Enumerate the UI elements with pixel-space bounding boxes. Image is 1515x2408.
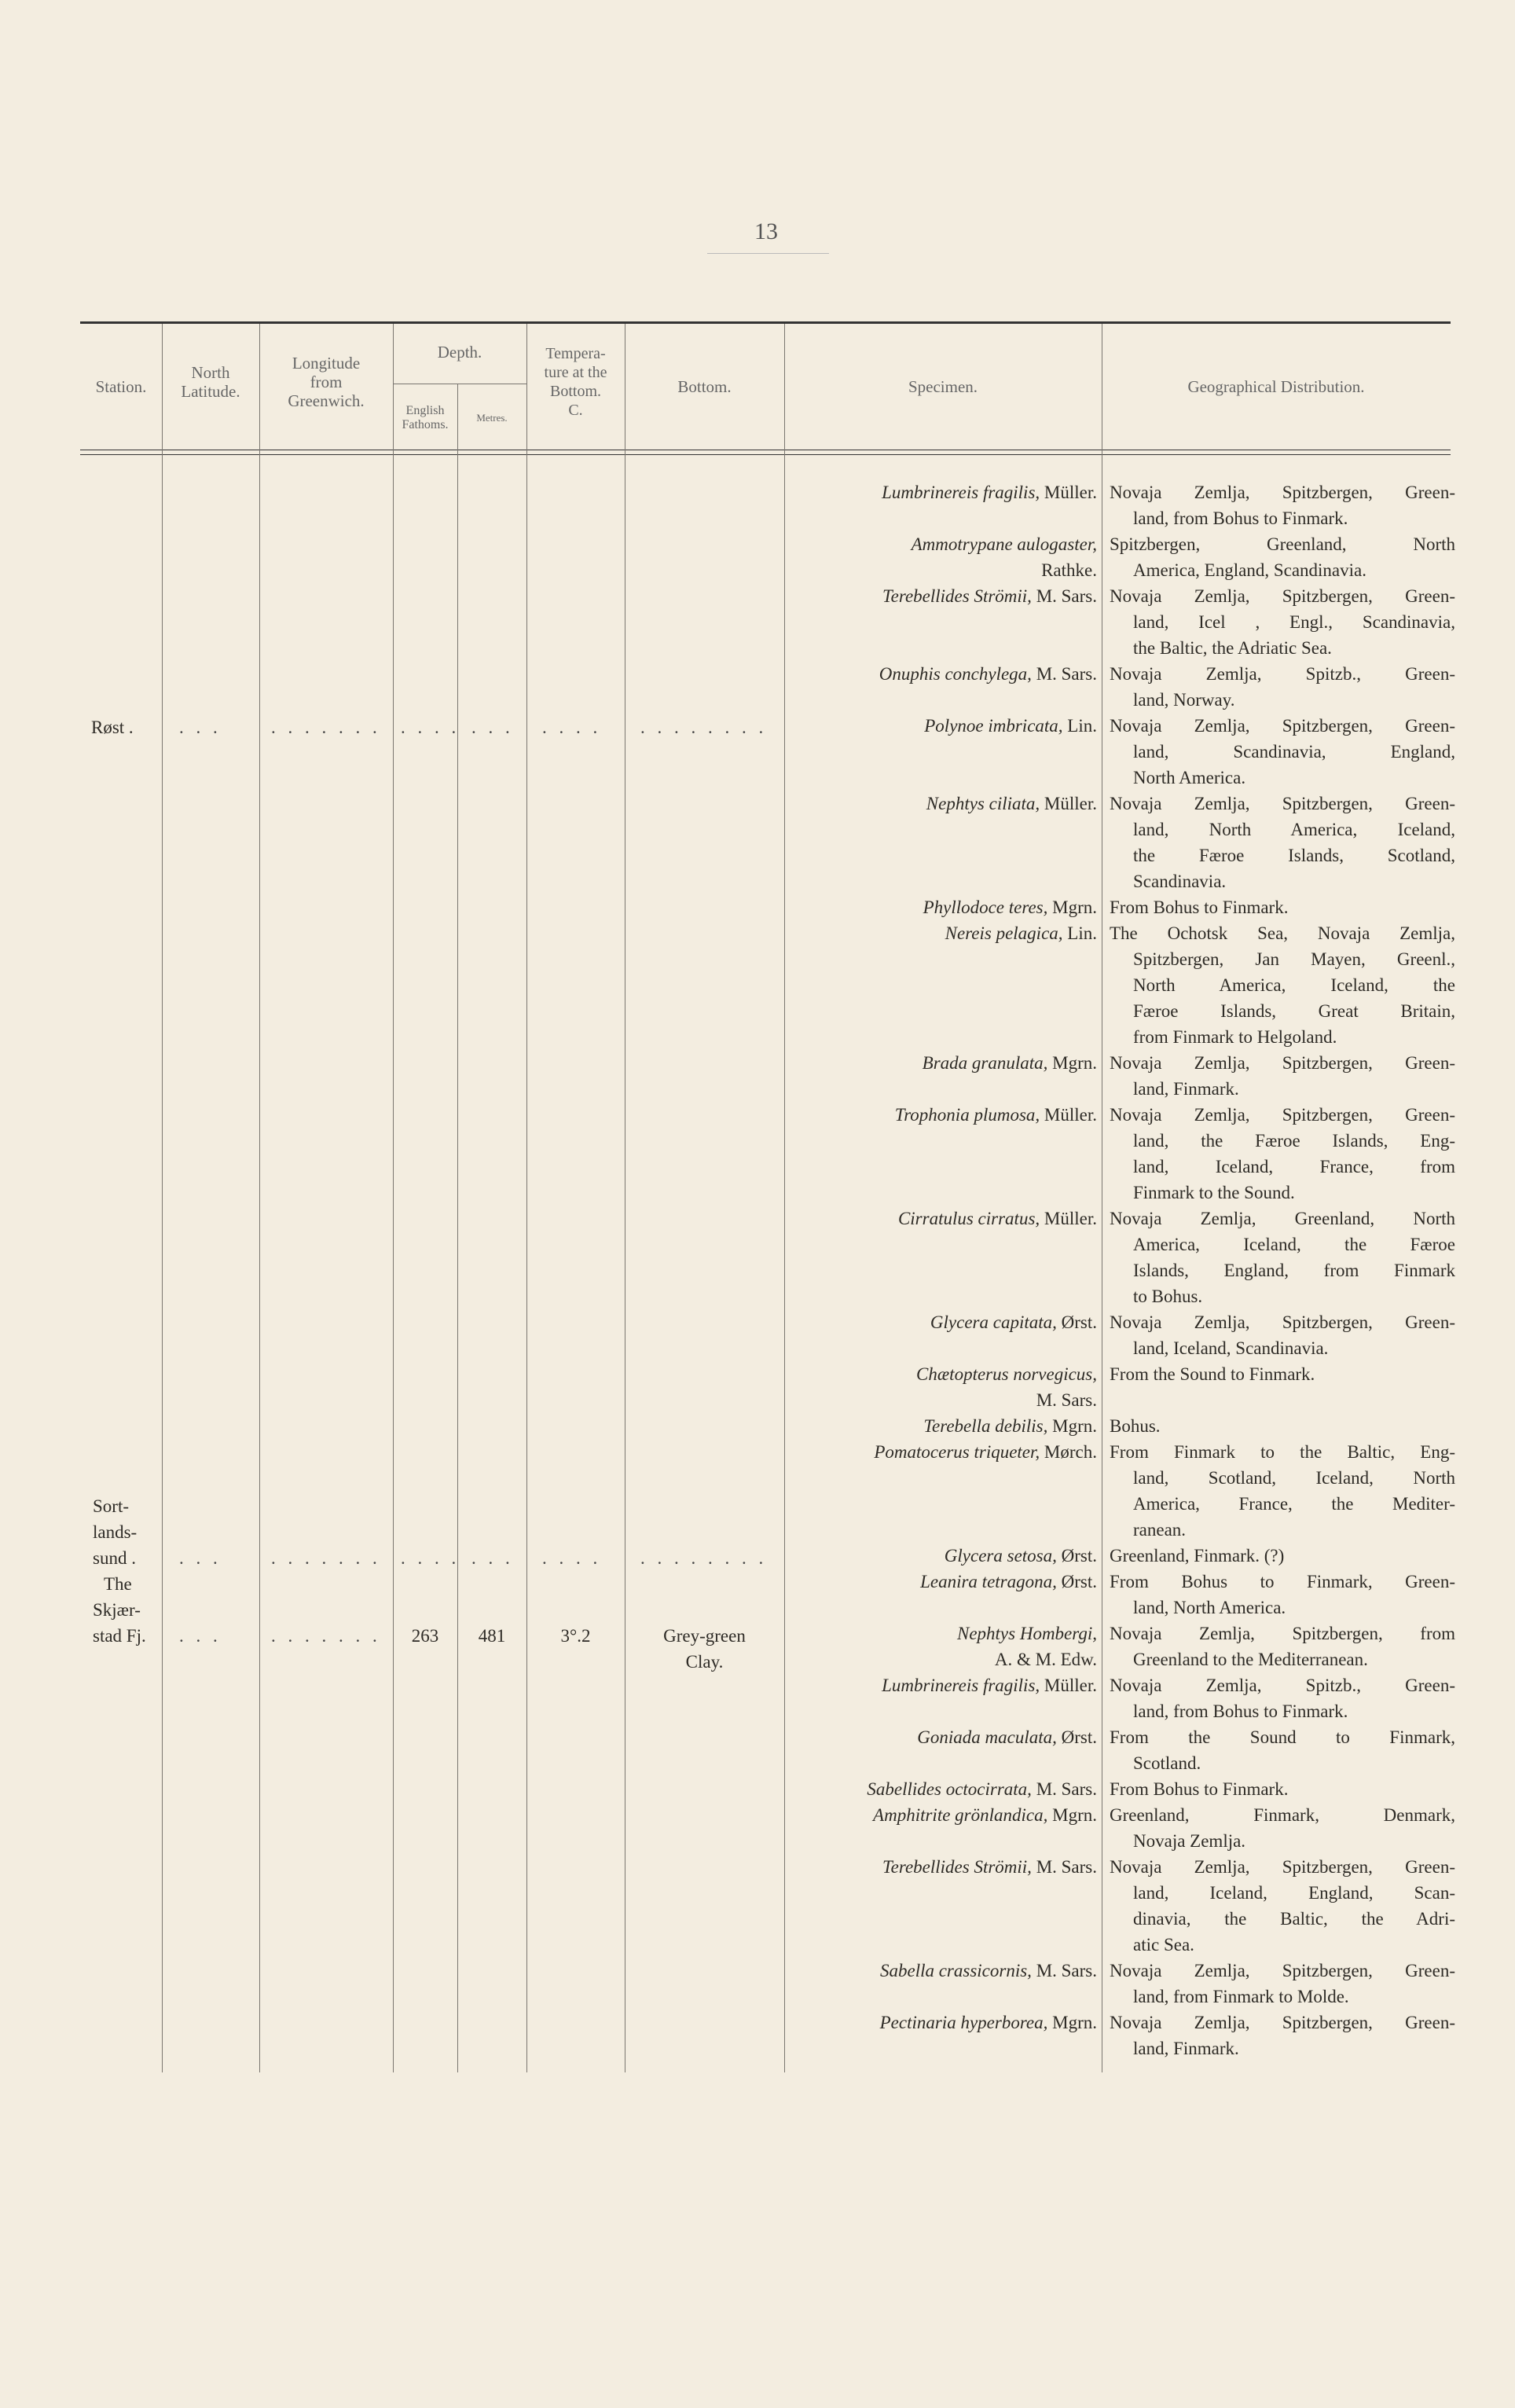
species-row [784, 1958, 1102, 1984]
distribution-line: land, Norway. [1133, 690, 1235, 710]
species-row [784, 1828, 1102, 1854]
distribution-line: Novaja Zemlja, Spitzb., Green- [1110, 1676, 1455, 1695]
geographical-distribution-column [1110, 479, 1455, 2061]
dot-leader: . . . . [542, 718, 602, 737]
species-row [784, 1361, 1102, 1387]
dot-leader: . . . [471, 1548, 514, 1568]
distribution-line: land, the Færoe Islands, Eng- [1133, 1131, 1455, 1151]
distribution-line: From Bohus to Finmark. [1110, 897, 1289, 917]
distribution-line: Novaja Zemlja, Spitzbergen, Green- [1110, 1857, 1455, 1877]
page-number: 13 [754, 218, 778, 244]
header-temperature [526, 344, 625, 420]
header-latitude [162, 363, 259, 401]
dot-leader: . . . [471, 718, 514, 737]
dot-leader: . . . [179, 718, 222, 737]
table-top-rule [80, 321, 1451, 324]
species-name: Chætopterus norvegicus, [916, 1364, 1097, 1384]
col-divider [526, 324, 527, 2072]
distribution-line: land, from Finmark to Molde. [1133, 1987, 1349, 2006]
distribution-line: Bohus. [1110, 1416, 1161, 1436]
species-name: Polynoe imbricata, [924, 716, 1063, 736]
species-name: Cirratulus cirratus, [897, 1209, 1040, 1228]
distribution-line: Novaja Zemlja, Spitzbergen, Green- [1110, 1961, 1455, 1980]
species-row [784, 1257, 1102, 1283]
header-temperature-line: Tempera- [545, 345, 606, 362]
distribution-line: land, Iceland, England, Scan- [1133, 1883, 1455, 1903]
header-depth: Depth. [437, 343, 482, 362]
distribution-line: Spitzbergen, Greenland, North [1110, 534, 1455, 554]
species-row [784, 1621, 1102, 1646]
species-row [784, 635, 1102, 661]
header-metres: Metres. [476, 412, 508, 424]
species-row [784, 1206, 1102, 1232]
distribution-line: From Bohus to Finmark. [1110, 1779, 1289, 1799]
header-temperature-line: Bottom. [549, 383, 601, 400]
distribution-line: land, Finmark. [1133, 2039, 1239, 2058]
distribution-line: Novaja Zemlja, Spitzbergen, Green- [1110, 794, 1455, 813]
species-author: Müller. [1040, 1209, 1097, 1228]
species-row [784, 1128, 1102, 1154]
species-row [784, 1335, 1102, 1361]
distribution-line: Greenland, Finmark, Denmark, [1110, 1805, 1455, 1825]
species-author: Mgrn. [1047, 1805, 1097, 1825]
species-row [784, 1595, 1102, 1621]
species-row [784, 609, 1102, 635]
species-name: Brada granulata, [922, 1053, 1048, 1073]
bottom-value-line: Clay. [685, 1652, 724, 1672]
species-name: Amphitrite grönlandica, [873, 1805, 1048, 1825]
species-author: Mgrn. [1047, 1053, 1097, 1073]
depth-fathoms-value: 263 [411, 1626, 439, 1646]
distribution-line: Novaja Zemlja, Spitzbergen, Green- [1110, 2013, 1455, 2032]
distribution-line: to Bohus. [1133, 1287, 1203, 1306]
station-line: stad Fj. [93, 1626, 146, 1646]
header-temperature-line: C. [568, 402, 583, 419]
distribution-line: land, Scotland, Iceland, North [1133, 1468, 1455, 1488]
species-name: Lumbrinereis fragilis, [882, 1676, 1040, 1695]
species-row [784, 1672, 1102, 1698]
species-author: Ørst. [1056, 1727, 1097, 1747]
species-row [784, 661, 1102, 687]
species-row [784, 920, 1102, 946]
species-row [784, 791, 1102, 817]
header-longitude-line: Greenwich. [288, 391, 365, 410]
species-row [784, 1517, 1102, 1543]
species-author: M. Sars. [1031, 1961, 1097, 1980]
species-author: M. Sars. [1036, 1390, 1097, 1410]
distribution-line: America, England, Scandinavia. [1133, 560, 1366, 580]
species-author: M. Sars. [1031, 1779, 1097, 1799]
station-line: lands- [93, 1522, 138, 1542]
col-divider [259, 324, 260, 2072]
species-row [784, 1724, 1102, 1750]
species-row [784, 1698, 1102, 1724]
distribution-line: From the Sound to Finmark. [1110, 1364, 1315, 1384]
species-author: Mørch. [1040, 1442, 1097, 1462]
distribution-line: Novaja Zemlja. [1133, 1831, 1246, 1851]
station-sortlandssund [93, 1493, 146, 1649]
col-divider [393, 324, 394, 2072]
species-row [784, 1154, 1102, 1180]
species-name: Onuphis conchylega, [879, 664, 1032, 684]
species-row [784, 687, 1102, 713]
dot-leader: . . . . [401, 1548, 460, 1568]
species-row [784, 946, 1102, 972]
distribution-line: Scotland. [1133, 1753, 1201, 1773]
species-name: Glycera capitata, [930, 1312, 1057, 1332]
station-rost: Røst . [91, 718, 134, 737]
species-row [784, 2035, 1102, 2061]
species-author: M. Sars. [1031, 1857, 1097, 1877]
species-row [784, 1283, 1102, 1309]
distribution-line: land, Iceland, France, from [1133, 1157, 1455, 1176]
header-fathoms-line: Fathoms. [402, 418, 449, 431]
distribution-line: atic Sea. [1133, 1935, 1194, 1955]
distribution-line: America, France, the Mediter- [1133, 1494, 1455, 1514]
dot-leader: . . . . . . . [271, 1626, 381, 1646]
species-row [784, 1180, 1102, 1206]
dot-leader: . . . . . . . . [640, 1548, 768, 1568]
species-row [784, 894, 1102, 920]
header-geographical-distribution: Geographical Distribution. [1187, 377, 1365, 396]
species-row [784, 1854, 1102, 1880]
distribution-line: From the Sound to Finmark, [1110, 1727, 1455, 1747]
species-row [784, 583, 1102, 609]
distribution-line: Novaja Zemlja, Spitzb., Green- [1110, 664, 1455, 684]
header-latitude-line: North [191, 363, 230, 382]
dot-leader: . . . . [542, 1548, 602, 1568]
species-author: Müller. [1040, 794, 1097, 813]
dot-leader: . . . . . . . . [640, 718, 768, 737]
species-row [784, 1491, 1102, 1517]
dot-leader: . . . . . . . [271, 718, 381, 737]
species-row [784, 479, 1102, 505]
station-line: sund . [93, 1548, 136, 1568]
species-row [784, 1569, 1102, 1595]
station-line: Skjær- [93, 1600, 141, 1620]
species-row [784, 1413, 1102, 1439]
col-divider [162, 324, 163, 2072]
species-row [784, 1906, 1102, 1932]
species-row [784, 557, 1102, 583]
species-name: Glycera setosa, [944, 1546, 1057, 1566]
header-latitude-line: Latitude. [181, 382, 240, 401]
species-name: Pomatocerus triqueter, [874, 1442, 1040, 1462]
distribution-line: Novaja Zemlja, Spitzbergen, Green- [1110, 716, 1455, 736]
distribution-line: land, Iceland, Scandinavia. [1133, 1338, 1329, 1358]
species-name: Sabella crassicornis, [879, 1961, 1032, 1980]
species-row [784, 1232, 1102, 1257]
species-row [784, 1465, 1102, 1491]
species-row [784, 1984, 1102, 2010]
distribution-line: Novaja Zemlja, Spitzbergen, Green- [1110, 483, 1455, 502]
distribution-line: From Bohus to Finmark, Green- [1110, 1572, 1455, 1591]
species-row [784, 1646, 1102, 1672]
species-row [784, 713, 1102, 739]
distribution-line: Novaja Zemlja, Greenland, North [1110, 1209, 1455, 1228]
species-row [784, 739, 1102, 765]
species-row [784, 1076, 1102, 1102]
distribution-line: Novaja Zemlja, Spitzbergen, from [1110, 1624, 1455, 1643]
distribution-line: Finmark to the Sound. [1133, 1183, 1295, 1202]
bottom-value [625, 1623, 784, 1675]
distribution-line: ranean. [1133, 1520, 1187, 1540]
species-name: Trophonia plumosa, [894, 1105, 1040, 1125]
page-number-rule [707, 253, 829, 254]
distribution-line: dinavia, the Baltic, the Adri- [1133, 1909, 1455, 1929]
species-author: M. Sars. [1031, 586, 1097, 606]
header-fathoms-line: English [405, 404, 445, 417]
species-name: Lumbrinereis fragilis, [882, 483, 1040, 502]
distribution-line: the Færoe Islands, Scotland, [1133, 846, 1455, 865]
species-row [784, 765, 1102, 791]
species-row [784, 1802, 1102, 1828]
species-name: Goniada maculata, [917, 1727, 1057, 1747]
species-name: Leanira tetragona, [920, 1572, 1057, 1591]
distribution-line: the Baltic, the Adriatic Sea. [1133, 638, 1332, 658]
dot-leader: . . . . . . . [271, 1548, 381, 1568]
header-longitude-line: Longitude [292, 354, 361, 373]
distribution-line: land, from Bohus to Finmark. [1133, 508, 1348, 528]
species-row [784, 531, 1102, 557]
species-row [784, 817, 1102, 842]
header-station: Station. [95, 377, 147, 396]
species-name: Phyllodoce teres, [923, 897, 1048, 917]
species-row [784, 1776, 1102, 1802]
species-author: M. Sars. [1031, 664, 1097, 684]
distribution-line: Novaja Zemlja, Spitzbergen, Green- [1110, 1053, 1455, 1073]
distribution-line: Novaja Zemlja, Spitzbergen, Green- [1110, 586, 1455, 606]
species-author: Ørst. [1056, 1546, 1097, 1566]
species-author: Mgrn. [1047, 2013, 1097, 2032]
dot-leader: . . . [179, 1626, 222, 1646]
distribution-line: Greenland to the Mediterranean. [1133, 1650, 1368, 1669]
distribution-line: The Ochotsk Sea, Novaja Zemlja, [1110, 923, 1455, 943]
distribution-line: land, Finmark. [1133, 1079, 1239, 1099]
species-row [784, 1024, 1102, 1050]
header-temperature-line: ture at the [544, 364, 607, 381]
species-name: Terebella debilis, [923, 1416, 1048, 1436]
header-bottom: Bottom. [677, 377, 732, 396]
distribution-line: land, North America, Iceland, [1133, 820, 1455, 839]
species-name: Sabellides octocirrata, [867, 1779, 1032, 1799]
species-row [784, 1880, 1102, 1906]
distribution-line: Færoe Islands, Great Britain, [1133, 1001, 1455, 1021]
header-longitude [259, 354, 393, 410]
distribution-line: North America, Iceland, the [1133, 975, 1455, 995]
species-author: Müller. [1040, 483, 1097, 502]
species-author: Rathke. [1041, 560, 1097, 580]
station-line: Sort- [93, 1496, 129, 1516]
dot-leader: . . . [179, 1548, 222, 1568]
distribution-line: from Finmark to Helgoland. [1133, 1027, 1337, 1047]
distribution-line: land, Scandinavia, England, [1133, 742, 1455, 762]
dot-leader: . . . . [401, 718, 460, 737]
bottom-value-line: Grey-green [663, 1626, 746, 1646]
distribution-line: Novaja Zemlja, Spitzbergen, Green- [1110, 1105, 1455, 1125]
species-author: Ørst. [1056, 1312, 1097, 1332]
distribution-line: Scandinavia. [1133, 872, 1227, 891]
species-row [784, 998, 1102, 1024]
station-line: The [104, 1574, 132, 1594]
species-row [784, 1050, 1102, 1076]
species-name: Nereis pelagica, [945, 923, 1063, 943]
distribution-line: Spitzbergen, Jan Mayen, Greenl., [1133, 949, 1455, 969]
temperature-value: 3°.2 [560, 1626, 591, 1646]
species-author: A. & M. Edw. [994, 1650, 1097, 1669]
species-row [784, 505, 1102, 531]
species-row [784, 1932, 1102, 1958]
specimen-column [784, 479, 1102, 2061]
header-specimen: Specimen. [908, 377, 978, 396]
header-fathoms [393, 404, 457, 432]
distribution-line: land, from Bohus to Finmark. [1133, 1701, 1348, 1721]
header-longitude-line: from [310, 373, 343, 391]
distribution-line: land, Icel , Engl., Scandinavia, [1133, 612, 1455, 632]
species-name: Pectinaria hyperborea, [879, 2013, 1048, 2032]
depth-metres-value: 481 [478, 1626, 506, 1646]
distribution-line: Islands, England, from Finmark [1133, 1261, 1455, 1280]
distribution-line: land, North America. [1133, 1598, 1286, 1617]
distribution-line: Novaja Zemlja, Spitzbergen, Green- [1110, 1312, 1455, 1332]
species-name: Ammotrypane aulogaster, [911, 534, 1097, 554]
species-author: Müller. [1040, 1676, 1097, 1695]
species-author: Lin. [1062, 716, 1097, 736]
col-divider [457, 384, 458, 2072]
species-row [784, 868, 1102, 894]
distribution-line: America, Iceland, the Færoe [1133, 1235, 1455, 1254]
species-row [784, 2010, 1102, 2035]
species-author: Ørst. [1056, 1572, 1097, 1591]
distribution-line: From Finmark to the Baltic, Eng- [1110, 1442, 1455, 1462]
species-name: Nephtys Hombergi, [956, 1624, 1097, 1643]
species-name: Terebellides Strömii, [882, 1857, 1032, 1877]
species-row [784, 1387, 1102, 1413]
species-row [784, 1439, 1102, 1465]
species-row [784, 1102, 1102, 1128]
species-row [784, 1750, 1102, 1776]
species-author: Mgrn. [1047, 897, 1097, 917]
distribution-line: Greenland, Finmark. (?) [1110, 1546, 1285, 1566]
species-row [784, 1309, 1102, 1335]
species-author: Müller. [1040, 1105, 1097, 1125]
species-row [784, 1543, 1102, 1569]
species-name: Terebellides Strömii, [882, 586, 1032, 606]
species-name: Nephtys ciliata, [926, 794, 1040, 813]
species-row [784, 842, 1102, 868]
species-author: Lin. [1062, 923, 1097, 943]
distribution-line: North America. [1133, 768, 1246, 787]
species-author: Mgrn. [1047, 1416, 1097, 1436]
distribution-line [1110, 1387, 1455, 1413]
species-row [784, 972, 1102, 998]
header-bottom-rule-2 [80, 454, 1451, 455]
